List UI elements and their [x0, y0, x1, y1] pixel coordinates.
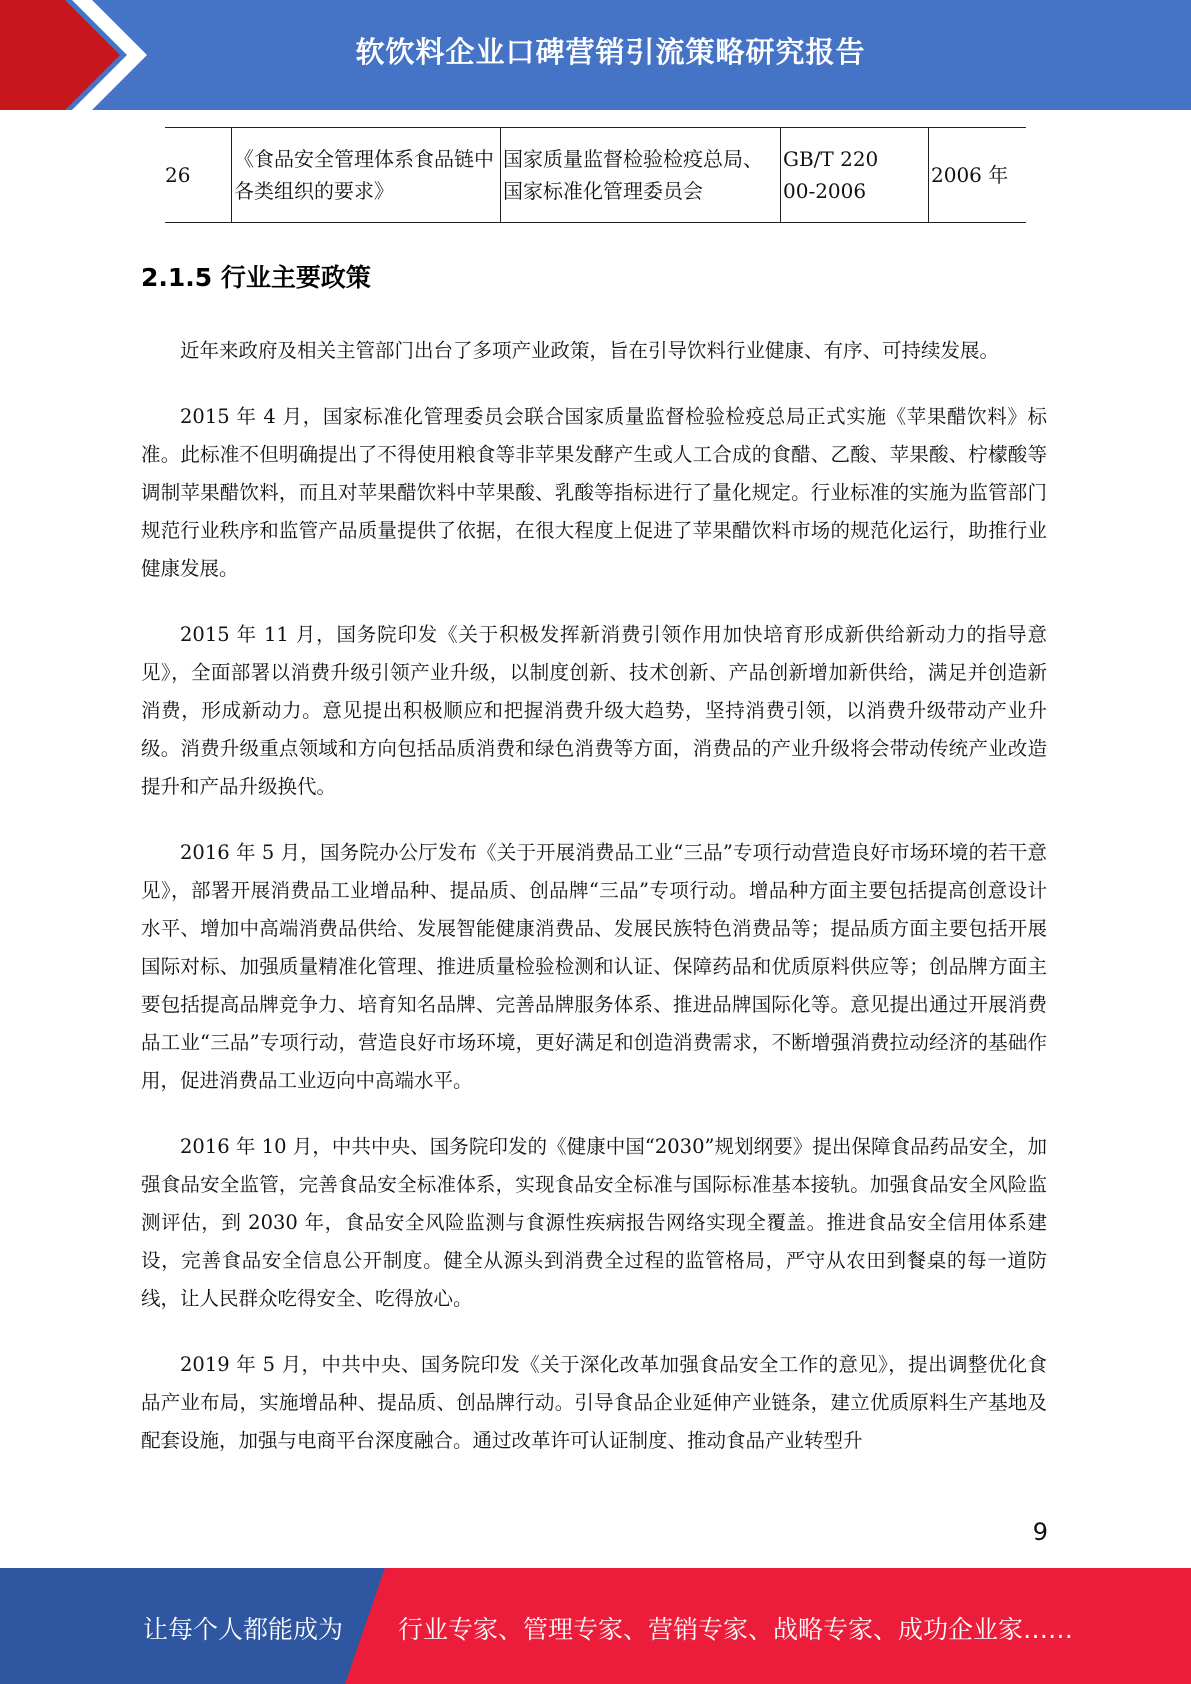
- paragraph: 2016 年 5 月，国务院办公厅发布《关于开展消费品工业“三品”专项行动营造良好市场环境的若干意见》，部署开展消费品工业增品种、提品质、创品牌“三品”专项行动。增品种方面主要包括提高创意设计水平、增加中高端消费品供给、发展智能健康消费品、发展民族特色消费品等；提品质方面主要包括开展国际对标、加强质量精准化管理、推进质量检验检测和认证、保障药品和优质原料供应等；创品牌方面主要包括提高品牌竞争力、培育知名品牌、完善品牌服务体系、推进品牌国际化等。意见提出通过开展消费品工业“三品”专项行动，营造良好市场环境，更好满足和创造消费需求，不断增强消费拉动经济的基础作用，促进消费品工业迈向中高端水平。: [141, 841, 1047, 1092]
- standards-table: [165, 127, 1026, 223]
- table-row: [165, 128, 1026, 223]
- paragraph: 2016 年 10 月，中共中央、国务院印发的《健康中国“2030”规划纲要》提出保障食品药品安全，加强食品安全监管，完善食品安全标准体系，实现食品安全标准与国际标准基本接轨。加强食品安全风险监测评估，到 2030 年，食品安全风险监测与食源性疾病报告网络实现全覆盖。推进食品安全信用体系建设，完善食品安全信息公开制度。健全从源头到消费全过程的监管格局，严守从农田到餐桌的每一道防线，让人民群众吃得安全、吃得放心。: [141, 1135, 1047, 1310]
- table-cell-standard-name: 《食品安全管理体系食品链中各类组织的要求》: [232, 128, 501, 223]
- table-cell-code: [781, 128, 929, 223]
- table-cell-year: 2006 年: [929, 128, 1027, 223]
- paragraph: 近年来政府及相关主管部门出台了多项产业政策，旨在引导饮料行业健康、有序、可持续发展。: [180, 339, 1000, 362]
- page-footer: [0, 1568, 1191, 1684]
- page-number: 9: [1032, 1518, 1048, 1546]
- header-arrow-decoration: [0, 0, 150, 110]
- paragraph: 2015 年 4 月，国家标准化管理委员会联合国家质量监督检验检疫总局正式实施《苹果醋饮料》标准。此标准不但明确提出了不得使用粮食等非苹果发酵产生或人工合成的食醋、乙酸、苹果酸、柠檬酸等调制苹果醋饮料，而且对苹果醋饮料中苹果酸、乳酸等指标进行了量化规定。行业标准的实施为监管部门规范行业秩序和监管产品质量提供了依据，在很大程度上促进了苹果醋饮料市场的规范化运行，助推行业健康发展。: [141, 405, 1047, 580]
- header-title: 软饮料企业口碑营销引流策略研究报告: [355, 35, 866, 69]
- standard-code: GB/T 22000-2006: [783, 147, 879, 203]
- section-heading: 2.1.5 行业主要政策: [141, 263, 371, 292]
- table-cell-index: 26: [165, 128, 232, 223]
- page-header: [0, 0, 1191, 110]
- footer-slogan-left: 让每个人都能成为: [143, 1615, 344, 1644]
- paragraph: 2015 年 11 月，国务院印发《关于积极发挥新消费引领作用加快培育形成新供给新动力的指导意见》，全面部署以消费升级引领产业升级，以制度创新、技术创新、产品创新增加新供给，满足并创造新消费，形成新动力。意见提出积极顺应和把握消费升级大趋势，坚持消费引领，以消费升级带动产业升级。消费升级重点领域和方向包括品质消费和绿色消费等方面，消费品的产业升级将会带动传统产业改造提升和产品升级换代。: [141, 623, 1047, 798]
- body-text: [141, 332, 1047, 1488]
- footer-slogan-right: 行业专家、管理专家、营销专家、战略专家、成功企业家……: [398, 1615, 1074, 1644]
- paragraph: 2019 年 5 月，中共中央、国务院印发《关于深化改革加强食品安全工作的意见》，提出调整优化食品产业布局，实施增品种、提品质、创品牌行动。引导食品企业延伸产业链条，建立优质原料生产基地及配套设施，加强与电商平台深度融合。通过改革许可认证制度、推动食品产业转型升: [141, 1353, 1047, 1452]
- table-cell-issuer: 国家质量监督检验检疫总局、国家标准化管理委员会: [501, 128, 781, 223]
